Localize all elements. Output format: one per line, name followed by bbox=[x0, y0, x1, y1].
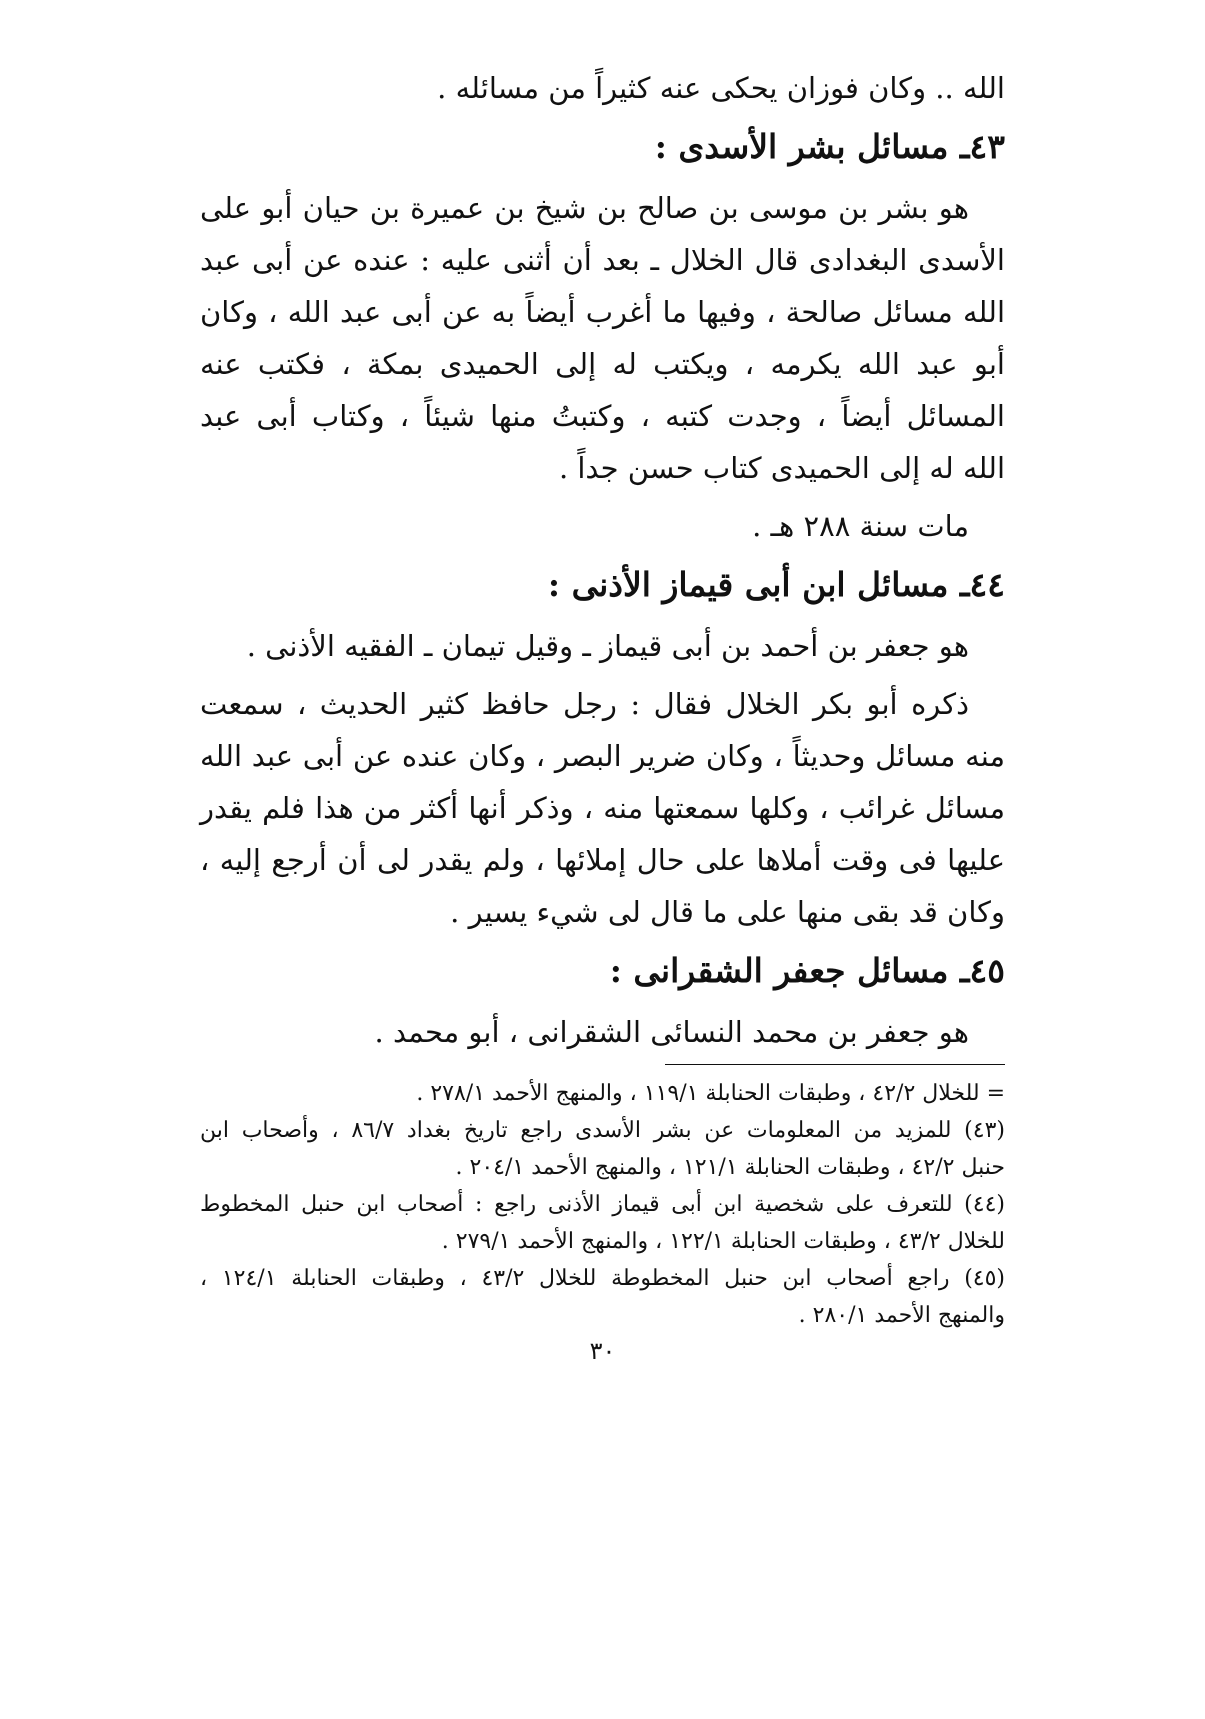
text-line: أبو عبد الله يكرمه ، ويكتب له إلى الحميدى بمكة ، فكتب عنه bbox=[200, 347, 1005, 381]
page-number: ٣٠ bbox=[589, 1337, 616, 1365]
paragraph bbox=[200, 620, 1005, 672]
footnote-line: (٤٥) راجع أصحاب ابن حنبل المخطوطة للخلال ٤٣/٢ ، وطبقات الحنابلة ١٢٤/١ ، bbox=[200, 1266, 1006, 1291]
text-line: مسائل غرائب ، وكلها سمعتها منه ، وذكر أنها أكثر من هذا فلم يقدر bbox=[200, 791, 1005, 825]
text-line: عليها فى وقت أملاها على حال إملائها ، ولم يقدر لى أن أرجع إليه ، bbox=[200, 843, 1005, 877]
section-45 bbox=[200, 946, 1005, 1058]
footnote-43 bbox=[200, 1112, 1005, 1186]
text-line: الله له إلى الحميدى كتاب حسن جداً . bbox=[558, 451, 1005, 485]
text-line: وكان قد بقى منها على ما قال لى شيء يسير . bbox=[450, 895, 1005, 929]
text-line: ذكره أبو بكر الخلال فقال : رجل حافظ كثير الحديث ، سمعت bbox=[200, 687, 969, 721]
footnote-44 bbox=[200, 1186, 1005, 1260]
footnote-line: = للخلال ٤٢/٢ ، وطبقات الحنابلة ١١٩/١ ، والمنهج الأحمد ٢٧٨/١ . bbox=[416, 1081, 1005, 1106]
text-line: المسائل أيضاً ، وجدت كتبه ، وكتبتُ منها شيئاً ، وكتاب أبى عبد bbox=[200, 399, 1005, 433]
section-heading: ٤٤ـ مسائل ابن أبى قيماز الأذنى : bbox=[547, 565, 1005, 604]
paragraph bbox=[200, 1006, 1005, 1058]
footnote-line: (٤٤) للتعرف على شخصية ابن أبى قيماز الأذنى راجع : أصحاب ابن حنبل المخطوط bbox=[200, 1192, 1005, 1217]
footnote-45 bbox=[200, 1260, 1005, 1334]
paragraph bbox=[200, 500, 1005, 552]
intro-paragraph bbox=[200, 62, 1005, 114]
paragraph bbox=[200, 678, 1005, 938]
text-line: مات سنة ٢٨٨ هـ . bbox=[752, 509, 969, 543]
text-line: هو جعفر بن محمد النسائى الشقرانى ، أبو محمد . bbox=[374, 1015, 969, 1049]
paragraph bbox=[200, 182, 1005, 494]
footnote-separator bbox=[665, 1064, 1005, 1065]
text-line: هو بشر بن موسى بن صالح بن شيخ بن عميرة بن حيان أبو على bbox=[200, 191, 969, 225]
footnote-line: حنبل ٤٢/٢ ، وطبقات الحنابلة ١٢١/١ ، والمنهج الأحمد ٢٠٤/١ . bbox=[455, 1155, 1005, 1180]
text-line: الله مسائل صالحة ، وفيها ما أغرب أيضاً به عن أبى عبد الله ، وكان bbox=[200, 295, 1005, 329]
section-heading: ٤٥ـ مسائل جعفر الشقرانى : bbox=[609, 951, 1005, 990]
footnote-line: والمنهج الأحمد ٢٨٠/١ . bbox=[798, 1303, 1005, 1328]
section-heading: ٤٣ـ مسائل بشر الأسدى : bbox=[654, 127, 1005, 166]
footnote-continuation bbox=[200, 1075, 1005, 1112]
text-line: الأسدى البغدادى قال الخلال ـ بعد أن أثنى عليه : عنده عن أبى عبد bbox=[200, 243, 1005, 277]
main-text bbox=[200, 62, 1005, 1058]
text-line: الله .. وكان فوزان يحكى عنه كثيراً من مسائله . bbox=[437, 71, 1005, 105]
text-line: هو جعفر بن أحمد بن أبى قيماز ـ وقيل تيمان ـ الفقيه الأذنى . bbox=[246, 629, 969, 663]
section-44 bbox=[200, 560, 1005, 938]
footnote-line: للخلال ٤٣/٢ ، وطبقات الحنابلة ١٢٢/١ ، والمنهج الأحمد ٢٧٩/١ . bbox=[441, 1229, 1005, 1254]
footnotes bbox=[200, 1075, 1005, 1334]
text-line: منه مسائل وحديثاً ، وكان ضرير البصر ، وكان عنده عن أبى عبد الله bbox=[200, 739, 1005, 773]
footnote-line: (٤٣) للمزيد من المعلومات عن بشر الأسدى راجع تاريخ بغداد ٨٦/٧ ، وأصحاب ابن bbox=[200, 1118, 1005, 1143]
section-43 bbox=[200, 122, 1005, 552]
